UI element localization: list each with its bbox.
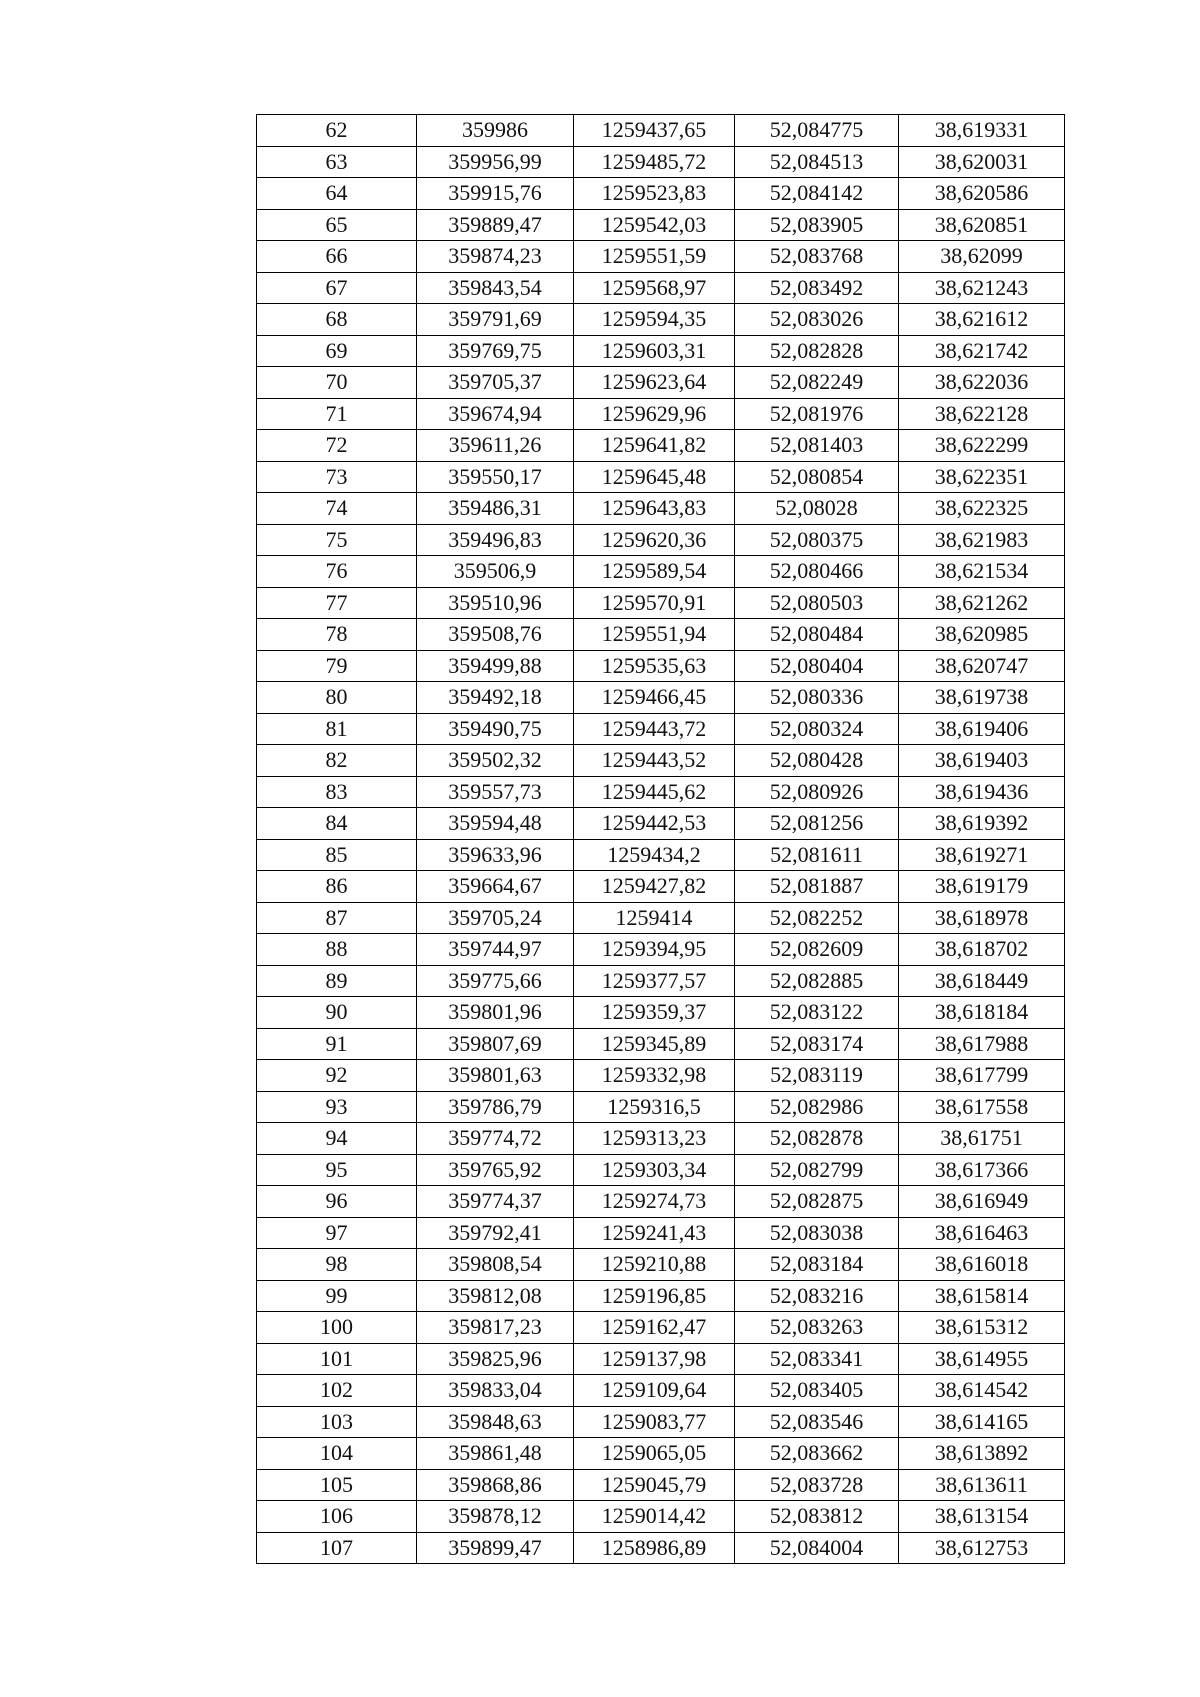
longitude-cell: 38,619271 bbox=[899, 839, 1065, 871]
latitude-cell: 52,080926 bbox=[735, 776, 899, 808]
table-row bbox=[257, 587, 1065, 619]
table-row bbox=[257, 619, 1065, 651]
y-coordinate-cell: 1259523,83 bbox=[574, 178, 735, 210]
table-row bbox=[257, 839, 1065, 871]
table-row bbox=[257, 1186, 1065, 1218]
longitude-cell: 38,613611 bbox=[899, 1469, 1065, 1501]
longitude-cell: 38,619331 bbox=[899, 115, 1065, 147]
longitude-cell: 38,62099 bbox=[899, 241, 1065, 273]
point-number-cell: 100 bbox=[257, 1312, 417, 1344]
longitude-cell: 38,617558 bbox=[899, 1091, 1065, 1123]
latitude-cell: 52,081976 bbox=[735, 398, 899, 430]
point-number-cell: 66 bbox=[257, 241, 417, 273]
latitude-cell: 52,080854 bbox=[735, 461, 899, 493]
latitude-cell: 52,080503 bbox=[735, 587, 899, 619]
table-row bbox=[257, 902, 1065, 934]
x-coordinate-cell: 359496,83 bbox=[417, 524, 574, 556]
table-row bbox=[257, 272, 1065, 304]
point-number-cell: 71 bbox=[257, 398, 417, 430]
y-coordinate-cell: 1259570,91 bbox=[574, 587, 735, 619]
y-coordinate-cell: 1259643,83 bbox=[574, 493, 735, 525]
longitude-cell: 38,622036 bbox=[899, 367, 1065, 399]
point-number-cell: 107 bbox=[257, 1532, 417, 1564]
y-coordinate-cell: 1259196,85 bbox=[574, 1280, 735, 1312]
table-row bbox=[257, 1091, 1065, 1123]
y-coordinate-cell: 1259589,54 bbox=[574, 556, 735, 588]
y-coordinate-cell: 1259065,05 bbox=[574, 1438, 735, 1470]
y-coordinate-cell: 1259551,94 bbox=[574, 619, 735, 651]
y-coordinate-cell: 1259594,35 bbox=[574, 304, 735, 336]
latitude-cell: 52,080484 bbox=[735, 619, 899, 651]
latitude-cell: 52,083216 bbox=[735, 1280, 899, 1312]
point-number-cell: 62 bbox=[257, 115, 417, 147]
longitude-cell: 38,616018 bbox=[899, 1249, 1065, 1281]
point-number-cell: 67 bbox=[257, 272, 417, 304]
point-number-cell: 102 bbox=[257, 1375, 417, 1407]
y-coordinate-cell: 1259645,48 bbox=[574, 461, 735, 493]
longitude-cell: 38,622299 bbox=[899, 430, 1065, 462]
y-coordinate-cell: 1259332,98 bbox=[574, 1060, 735, 1092]
x-coordinate-cell: 359775,66 bbox=[417, 965, 574, 997]
point-number-cell: 105 bbox=[257, 1469, 417, 1501]
y-coordinate-cell: 1259437,65 bbox=[574, 115, 735, 147]
point-number-cell: 99 bbox=[257, 1280, 417, 1312]
longitude-cell: 38,621262 bbox=[899, 587, 1065, 619]
point-number-cell: 94 bbox=[257, 1123, 417, 1155]
latitude-cell: 52,083026 bbox=[735, 304, 899, 336]
y-coordinate-cell: 1259045,79 bbox=[574, 1469, 735, 1501]
x-coordinate-cell: 359594,48 bbox=[417, 808, 574, 840]
table-row bbox=[257, 1469, 1065, 1501]
x-coordinate-cell: 359510,96 bbox=[417, 587, 574, 619]
latitude-cell: 52,083122 bbox=[735, 997, 899, 1029]
point-number-cell: 77 bbox=[257, 587, 417, 619]
y-coordinate-cell: 1259303,34 bbox=[574, 1154, 735, 1186]
point-number-cell: 70 bbox=[257, 367, 417, 399]
x-coordinate-cell: 359550,17 bbox=[417, 461, 574, 493]
longitude-cell: 38,619406 bbox=[899, 713, 1065, 745]
x-coordinate-cell: 359817,23 bbox=[417, 1312, 574, 1344]
latitude-cell: 52,084004 bbox=[735, 1532, 899, 1564]
y-coordinate-cell: 1259109,64 bbox=[574, 1375, 735, 1407]
y-coordinate-cell: 1259162,47 bbox=[574, 1312, 735, 1344]
y-coordinate-cell: 1259137,98 bbox=[574, 1343, 735, 1375]
y-coordinate-cell: 1259485,72 bbox=[574, 146, 735, 178]
table-row bbox=[257, 430, 1065, 462]
y-coordinate-cell: 1259014,42 bbox=[574, 1501, 735, 1533]
x-coordinate-cell: 359878,12 bbox=[417, 1501, 574, 1533]
x-coordinate-cell: 359889,47 bbox=[417, 209, 574, 241]
table-row bbox=[257, 178, 1065, 210]
table-row bbox=[257, 1280, 1065, 1312]
latitude-cell: 52,083768 bbox=[735, 241, 899, 273]
table-row bbox=[257, 745, 1065, 777]
x-coordinate-cell: 359705,24 bbox=[417, 902, 574, 934]
x-coordinate-cell: 359801,63 bbox=[417, 1060, 574, 1092]
table-row bbox=[257, 808, 1065, 840]
point-number-cell: 106 bbox=[257, 1501, 417, 1533]
longitude-cell: 38,618184 bbox=[899, 997, 1065, 1029]
latitude-cell: 52,083263 bbox=[735, 1312, 899, 1344]
x-coordinate-cell: 359508,76 bbox=[417, 619, 574, 651]
x-coordinate-cell: 359506,9 bbox=[417, 556, 574, 588]
point-number-cell: 88 bbox=[257, 934, 417, 966]
latitude-cell: 52,080324 bbox=[735, 713, 899, 745]
y-coordinate-cell: 1259551,59 bbox=[574, 241, 735, 273]
table-row bbox=[257, 1123, 1065, 1155]
x-coordinate-cell: 359502,32 bbox=[417, 745, 574, 777]
longitude-cell: 38,616949 bbox=[899, 1186, 1065, 1218]
latitude-cell: 52,08028 bbox=[735, 493, 899, 525]
x-coordinate-cell: 359825,96 bbox=[417, 1343, 574, 1375]
longitude-cell: 38,619403 bbox=[899, 745, 1065, 777]
y-coordinate-cell: 1259274,73 bbox=[574, 1186, 735, 1218]
longitude-cell: 38,619179 bbox=[899, 871, 1065, 903]
table-row bbox=[257, 1532, 1065, 1564]
latitude-cell: 52,082828 bbox=[735, 335, 899, 367]
x-coordinate-cell: 359499,88 bbox=[417, 650, 574, 682]
x-coordinate-cell: 359986 bbox=[417, 115, 574, 147]
latitude-cell: 52,083405 bbox=[735, 1375, 899, 1407]
point-number-cell: 86 bbox=[257, 871, 417, 903]
point-number-cell: 85 bbox=[257, 839, 417, 871]
x-coordinate-cell: 359792,41 bbox=[417, 1217, 574, 1249]
x-coordinate-cell: 359769,75 bbox=[417, 335, 574, 367]
longitude-cell: 38,615814 bbox=[899, 1280, 1065, 1312]
table-row bbox=[257, 1343, 1065, 1375]
y-coordinate-cell: 1259345,89 bbox=[574, 1028, 735, 1060]
latitude-cell: 52,082249 bbox=[735, 367, 899, 399]
longitude-cell: 38,618702 bbox=[899, 934, 1065, 966]
longitude-cell: 38,617799 bbox=[899, 1060, 1065, 1092]
x-coordinate-cell: 359611,26 bbox=[417, 430, 574, 462]
y-coordinate-cell: 1259427,82 bbox=[574, 871, 735, 903]
longitude-cell: 38,621742 bbox=[899, 335, 1065, 367]
table-row bbox=[257, 1501, 1065, 1533]
longitude-cell: 38,621612 bbox=[899, 304, 1065, 336]
point-number-cell: 104 bbox=[257, 1438, 417, 1470]
latitude-cell: 52,081256 bbox=[735, 808, 899, 840]
x-coordinate-cell: 359801,96 bbox=[417, 997, 574, 1029]
longitude-cell: 38,615312 bbox=[899, 1312, 1065, 1344]
table-row bbox=[257, 367, 1065, 399]
x-coordinate-cell: 359774,72 bbox=[417, 1123, 574, 1155]
longitude-cell: 38,619436 bbox=[899, 776, 1065, 808]
point-number-cell: 98 bbox=[257, 1249, 417, 1281]
x-coordinate-cell: 359812,08 bbox=[417, 1280, 574, 1312]
longitude-cell: 38,618449 bbox=[899, 965, 1065, 997]
latitude-cell: 52,084513 bbox=[735, 146, 899, 178]
longitude-cell: 38,622128 bbox=[899, 398, 1065, 430]
latitude-cell: 52,082799 bbox=[735, 1154, 899, 1186]
latitude-cell: 52,084142 bbox=[735, 178, 899, 210]
y-coordinate-cell: 1259535,63 bbox=[574, 650, 735, 682]
point-number-cell: 74 bbox=[257, 493, 417, 525]
latitude-cell: 52,080375 bbox=[735, 524, 899, 556]
y-coordinate-cell: 1259359,37 bbox=[574, 997, 735, 1029]
point-number-cell: 69 bbox=[257, 335, 417, 367]
table-row bbox=[257, 524, 1065, 556]
longitude-cell: 38,620031 bbox=[899, 146, 1065, 178]
longitude-cell: 38,621534 bbox=[899, 556, 1065, 588]
point-number-cell: 83 bbox=[257, 776, 417, 808]
table-row bbox=[257, 241, 1065, 273]
table-row bbox=[257, 209, 1065, 241]
latitude-cell: 52,083662 bbox=[735, 1438, 899, 1470]
x-coordinate-cell: 359915,76 bbox=[417, 178, 574, 210]
point-number-cell: 81 bbox=[257, 713, 417, 745]
point-number-cell: 90 bbox=[257, 997, 417, 1029]
point-number-cell: 101 bbox=[257, 1343, 417, 1375]
x-coordinate-cell: 359874,23 bbox=[417, 241, 574, 273]
latitude-cell: 52,081403 bbox=[735, 430, 899, 462]
table-row bbox=[257, 776, 1065, 808]
latitude-cell: 52,083492 bbox=[735, 272, 899, 304]
x-coordinate-cell: 359492,18 bbox=[417, 682, 574, 714]
latitude-cell: 52,084775 bbox=[735, 115, 899, 147]
x-coordinate-cell: 359674,94 bbox=[417, 398, 574, 430]
y-coordinate-cell: 1259443,52 bbox=[574, 745, 735, 777]
y-coordinate-cell: 1259629,96 bbox=[574, 398, 735, 430]
longitude-cell: 38,616463 bbox=[899, 1217, 1065, 1249]
latitude-cell: 52,083341 bbox=[735, 1343, 899, 1375]
coordinates-table bbox=[256, 114, 1065, 1564]
y-coordinate-cell: 1259623,64 bbox=[574, 367, 735, 399]
y-coordinate-cell: 1259568,97 bbox=[574, 272, 735, 304]
x-coordinate-cell: 359490,75 bbox=[417, 713, 574, 745]
longitude-cell: 38,620851 bbox=[899, 209, 1065, 241]
x-coordinate-cell: 359956,99 bbox=[417, 146, 574, 178]
table-row bbox=[257, 115, 1065, 147]
table-row bbox=[257, 965, 1065, 997]
latitude-cell: 52,083728 bbox=[735, 1469, 899, 1501]
latitude-cell: 52,083905 bbox=[735, 209, 899, 241]
latitude-cell: 52,083119 bbox=[735, 1060, 899, 1092]
latitude-cell: 52,080404 bbox=[735, 650, 899, 682]
table-row bbox=[257, 1060, 1065, 1092]
point-number-cell: 87 bbox=[257, 902, 417, 934]
table-row bbox=[257, 713, 1065, 745]
x-coordinate-cell: 359868,86 bbox=[417, 1469, 574, 1501]
table-row bbox=[257, 146, 1065, 178]
table-row bbox=[257, 997, 1065, 1029]
latitude-cell: 52,082609 bbox=[735, 934, 899, 966]
table-row bbox=[257, 398, 1065, 430]
table-row bbox=[257, 682, 1065, 714]
latitude-cell: 52,082875 bbox=[735, 1186, 899, 1218]
table-row bbox=[257, 335, 1065, 367]
longitude-cell: 38,613892 bbox=[899, 1438, 1065, 1470]
y-coordinate-cell: 1259442,53 bbox=[574, 808, 735, 840]
y-coordinate-cell: 1259316,5 bbox=[574, 1091, 735, 1123]
latitude-cell: 52,083038 bbox=[735, 1217, 899, 1249]
x-coordinate-cell: 359848,63 bbox=[417, 1406, 574, 1438]
x-coordinate-cell: 359557,73 bbox=[417, 776, 574, 808]
longitude-cell: 38,620747 bbox=[899, 650, 1065, 682]
x-coordinate-cell: 359774,37 bbox=[417, 1186, 574, 1218]
x-coordinate-cell: 359807,69 bbox=[417, 1028, 574, 1060]
table-row bbox=[257, 304, 1065, 336]
latitude-cell: 52,081887 bbox=[735, 871, 899, 903]
point-number-cell: 73 bbox=[257, 461, 417, 493]
y-coordinate-cell: 1259443,72 bbox=[574, 713, 735, 745]
longitude-cell: 38,620586 bbox=[899, 178, 1065, 210]
point-number-cell: 84 bbox=[257, 808, 417, 840]
longitude-cell: 38,617366 bbox=[899, 1154, 1065, 1186]
y-coordinate-cell: 1258986,89 bbox=[574, 1532, 735, 1564]
latitude-cell: 52,080466 bbox=[735, 556, 899, 588]
latitude-cell: 52,082885 bbox=[735, 965, 899, 997]
table-row bbox=[257, 1375, 1065, 1407]
point-number-cell: 68 bbox=[257, 304, 417, 336]
longitude-cell: 38,614955 bbox=[899, 1343, 1065, 1375]
point-number-cell: 95 bbox=[257, 1154, 417, 1186]
y-coordinate-cell: 1259241,43 bbox=[574, 1217, 735, 1249]
x-coordinate-cell: 359633,96 bbox=[417, 839, 574, 871]
latitude-cell: 52,083184 bbox=[735, 1249, 899, 1281]
latitude-cell: 52,082252 bbox=[735, 902, 899, 934]
latitude-cell: 52,080428 bbox=[735, 745, 899, 777]
point-number-cell: 63 bbox=[257, 146, 417, 178]
latitude-cell: 52,081611 bbox=[735, 839, 899, 871]
point-number-cell: 93 bbox=[257, 1091, 417, 1123]
point-number-cell: 65 bbox=[257, 209, 417, 241]
y-coordinate-cell: 1259434,2 bbox=[574, 839, 735, 871]
longitude-cell: 38,622351 bbox=[899, 461, 1065, 493]
table-row bbox=[257, 1028, 1065, 1060]
longitude-cell: 38,621243 bbox=[899, 272, 1065, 304]
point-number-cell: 75 bbox=[257, 524, 417, 556]
longitude-cell: 38,619392 bbox=[899, 808, 1065, 840]
point-number-cell: 97 bbox=[257, 1217, 417, 1249]
point-number-cell: 103 bbox=[257, 1406, 417, 1438]
longitude-cell: 38,617988 bbox=[899, 1028, 1065, 1060]
x-coordinate-cell: 359899,47 bbox=[417, 1532, 574, 1564]
y-coordinate-cell: 1259641,82 bbox=[574, 430, 735, 462]
x-coordinate-cell: 359786,79 bbox=[417, 1091, 574, 1123]
x-coordinate-cell: 359833,04 bbox=[417, 1375, 574, 1407]
latitude-cell: 52,082878 bbox=[735, 1123, 899, 1155]
x-coordinate-cell: 359861,48 bbox=[417, 1438, 574, 1470]
longitude-cell: 38,614542 bbox=[899, 1375, 1065, 1407]
longitude-cell: 38,61751 bbox=[899, 1123, 1065, 1155]
point-number-cell: 91 bbox=[257, 1028, 417, 1060]
table-row bbox=[257, 871, 1065, 903]
x-coordinate-cell: 359843,54 bbox=[417, 272, 574, 304]
longitude-cell: 38,619738 bbox=[899, 682, 1065, 714]
y-coordinate-cell: 1259210,88 bbox=[574, 1249, 735, 1281]
table-row bbox=[257, 1438, 1065, 1470]
y-coordinate-cell: 1259603,31 bbox=[574, 335, 735, 367]
point-number-cell: 72 bbox=[257, 430, 417, 462]
point-number-cell: 79 bbox=[257, 650, 417, 682]
x-coordinate-cell: 359744,97 bbox=[417, 934, 574, 966]
x-coordinate-cell: 359765,92 bbox=[417, 1154, 574, 1186]
y-coordinate-cell: 1259313,23 bbox=[574, 1123, 735, 1155]
x-coordinate-cell: 359486,31 bbox=[417, 493, 574, 525]
point-number-cell: 96 bbox=[257, 1186, 417, 1218]
y-coordinate-cell: 1259445,62 bbox=[574, 776, 735, 808]
coordinates-table-body bbox=[257, 115, 1065, 1564]
table-row bbox=[257, 650, 1065, 682]
x-coordinate-cell: 359808,54 bbox=[417, 1249, 574, 1281]
table-row bbox=[257, 1312, 1065, 1344]
y-coordinate-cell: 1259542,03 bbox=[574, 209, 735, 241]
table-row bbox=[257, 1154, 1065, 1186]
y-coordinate-cell: 1259083,77 bbox=[574, 1406, 735, 1438]
y-coordinate-cell: 1259377,57 bbox=[574, 965, 735, 997]
x-coordinate-cell: 359791,69 bbox=[417, 304, 574, 336]
longitude-cell: 38,622325 bbox=[899, 493, 1065, 525]
x-coordinate-cell: 359705,37 bbox=[417, 367, 574, 399]
point-number-cell: 64 bbox=[257, 178, 417, 210]
longitude-cell: 38,618978 bbox=[899, 902, 1065, 934]
latitude-cell: 52,083174 bbox=[735, 1028, 899, 1060]
point-number-cell: 89 bbox=[257, 965, 417, 997]
point-number-cell: 80 bbox=[257, 682, 417, 714]
point-number-cell: 92 bbox=[257, 1060, 417, 1092]
table-row bbox=[257, 1217, 1065, 1249]
latitude-cell: 52,080336 bbox=[735, 682, 899, 714]
point-number-cell: 76 bbox=[257, 556, 417, 588]
table-row bbox=[257, 556, 1065, 588]
latitude-cell: 52,082986 bbox=[735, 1091, 899, 1123]
longitude-cell: 38,614165 bbox=[899, 1406, 1065, 1438]
point-number-cell: 82 bbox=[257, 745, 417, 777]
table-row bbox=[257, 934, 1065, 966]
x-coordinate-cell: 359664,67 bbox=[417, 871, 574, 903]
longitude-cell: 38,612753 bbox=[899, 1532, 1065, 1564]
y-coordinate-cell: 1259620,36 bbox=[574, 524, 735, 556]
longitude-cell: 38,620985 bbox=[899, 619, 1065, 651]
y-coordinate-cell: 1259394,95 bbox=[574, 934, 735, 966]
table-row bbox=[257, 1249, 1065, 1281]
longitude-cell: 38,621983 bbox=[899, 524, 1065, 556]
latitude-cell: 52,083812 bbox=[735, 1501, 899, 1533]
table-row bbox=[257, 1406, 1065, 1438]
y-coordinate-cell: 1259466,45 bbox=[574, 682, 735, 714]
longitude-cell: 38,613154 bbox=[899, 1501, 1065, 1533]
table-row bbox=[257, 493, 1065, 525]
latitude-cell: 52,083546 bbox=[735, 1406, 899, 1438]
table-row bbox=[257, 461, 1065, 493]
point-number-cell: 78 bbox=[257, 619, 417, 651]
y-coordinate-cell: 1259414 bbox=[574, 902, 735, 934]
